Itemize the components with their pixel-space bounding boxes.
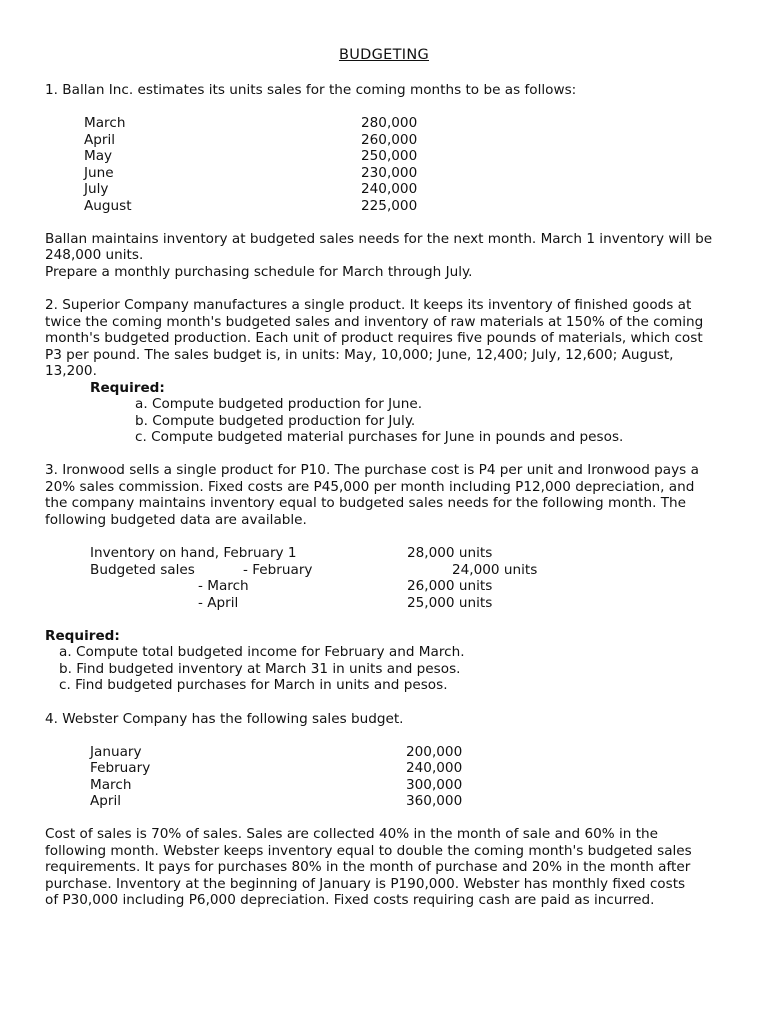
q4-row-month: January	[90, 744, 142, 760]
q3-required-item: b. Find budgeted inventory at March 31 in units and pesos.	[59, 661, 461, 677]
q3-text-line: 3. Ironwood sells a single product for P10. The purchase cost is P4 per unit and Ironwood pays a	[45, 462, 699, 478]
q4-intro: 4. Webster Company has the following sales budget.	[45, 711, 404, 727]
q4-row-month: March	[90, 777, 132, 793]
q1-text-line: Prepare a monthly purchasing schedule for March through July.	[45, 264, 473, 280]
q3-feb-label: - February	[243, 562, 313, 578]
q2-text-line: month's budgeted production. Each unit of product requires five pounds of materials, which cost	[45, 330, 703, 346]
q4-row-month: February	[90, 760, 151, 776]
q1-row-month: May	[84, 148, 113, 164]
q3-apr-label: - April	[198, 595, 239, 611]
q4-text-line: purchase. Inventory at the beginning of January is P190,000. Webster has monthly fixed costs	[45, 876, 686, 892]
q4-row-value: 240,000	[406, 760, 463, 776]
q1-row-units: 225,000	[361, 198, 418, 214]
q1-text-line: Ballan maintains inventory at budgeted sales needs for the next month. March 1 inventory will be	[45, 231, 713, 247]
q3-apr-value: 25,000 units	[407, 595, 493, 611]
q3-inventory-value: 28,000 units	[407, 545, 493, 561]
q3-inventory-label: Inventory on hand, February 1	[90, 545, 297, 561]
q4-text-line: requirements. It pays for purchases 80% in the month of purchase and 20% in the month after	[45, 859, 691, 875]
q3-text-line: following budgeted data are available.	[45, 512, 307, 528]
q2-required-item: b. Compute budgeted production for July.	[135, 413, 416, 429]
q3-required-item: c. Find budgeted purchases for March in units and pesos.	[59, 677, 448, 693]
q1-row-month: June	[84, 165, 114, 181]
q4-row-month: April	[90, 793, 122, 809]
q2-text-line: P3 per pound. The sales budget is, in units: May, 10,000; June, 12,400; July, 12,600; August,	[45, 347, 674, 363]
q2-text-line: 13,200.	[45, 363, 97, 379]
q3-mar-value: 26,000 units	[407, 578, 493, 594]
q1-text-line: 248,000 units.	[45, 247, 144, 263]
document-title: BUDGETING	[338, 47, 430, 63]
q1-row-units: 280,000	[361, 115, 418, 131]
q3-budgeted-label: Budgeted sales	[90, 562, 195, 578]
q1-row-units: 240,000	[361, 181, 418, 197]
q3-text-line: the company maintains inventory equal to budgeted sales needs for the following month. The	[45, 495, 687, 511]
q4-row-value: 300,000	[406, 777, 463, 793]
q4-text-line: Cost of sales is 70% of sales. Sales are collected 40% in the month of sale and 60% in the	[45, 826, 659, 842]
q1-intro: 1. Ballan Inc. estimates its units sales for the coming months to be as follows:	[45, 82, 577, 98]
q2-text-line: twice the coming month's budgeted sales and inventory of raw materials at 150% of the coming	[45, 314, 704, 330]
q1-row-month: April	[84, 132, 116, 148]
q1-row-units: 260,000	[361, 132, 418, 148]
q3-required-item: a. Compute total budgeted income for February and March.	[59, 644, 465, 660]
q3-text-line: 20% sales commission. Fixed costs are P45,000 per month including P12,000 depreciation, and	[45, 479, 695, 495]
q2-required-label: Required:	[90, 380, 165, 396]
q2-text-line: 2. Superior Company manufactures a single product. It keeps its inventory of finished goods at	[45, 297, 692, 313]
q4-row-value: 360,000	[406, 793, 463, 809]
q1-row-units: 230,000	[361, 165, 418, 181]
q1-row-month: July	[84, 181, 109, 197]
q1-row-units: 250,000	[361, 148, 418, 164]
q3-feb-value: 24,000 units	[452, 562, 538, 578]
q1-row-month: March	[84, 115, 126, 131]
q3-required-label: Required:	[45, 628, 120, 644]
q4-text-line: following month. Webster keeps inventory equal to double the coming month's budgeted sales	[45, 843, 692, 859]
q2-required-item: a. Compute budgeted production for June.	[135, 396, 423, 412]
q2-required-item: c. Compute budgeted material purchases for June in pounds and pesos.	[135, 429, 624, 445]
q1-row-month: August	[84, 198, 132, 214]
q4-row-value: 200,000	[406, 744, 463, 760]
q3-mar-label: - March	[198, 578, 249, 594]
q4-text-line: of P30,000 including P6,000 depreciation. Fixed costs requiring cash are paid as incurred.	[45, 892, 655, 908]
